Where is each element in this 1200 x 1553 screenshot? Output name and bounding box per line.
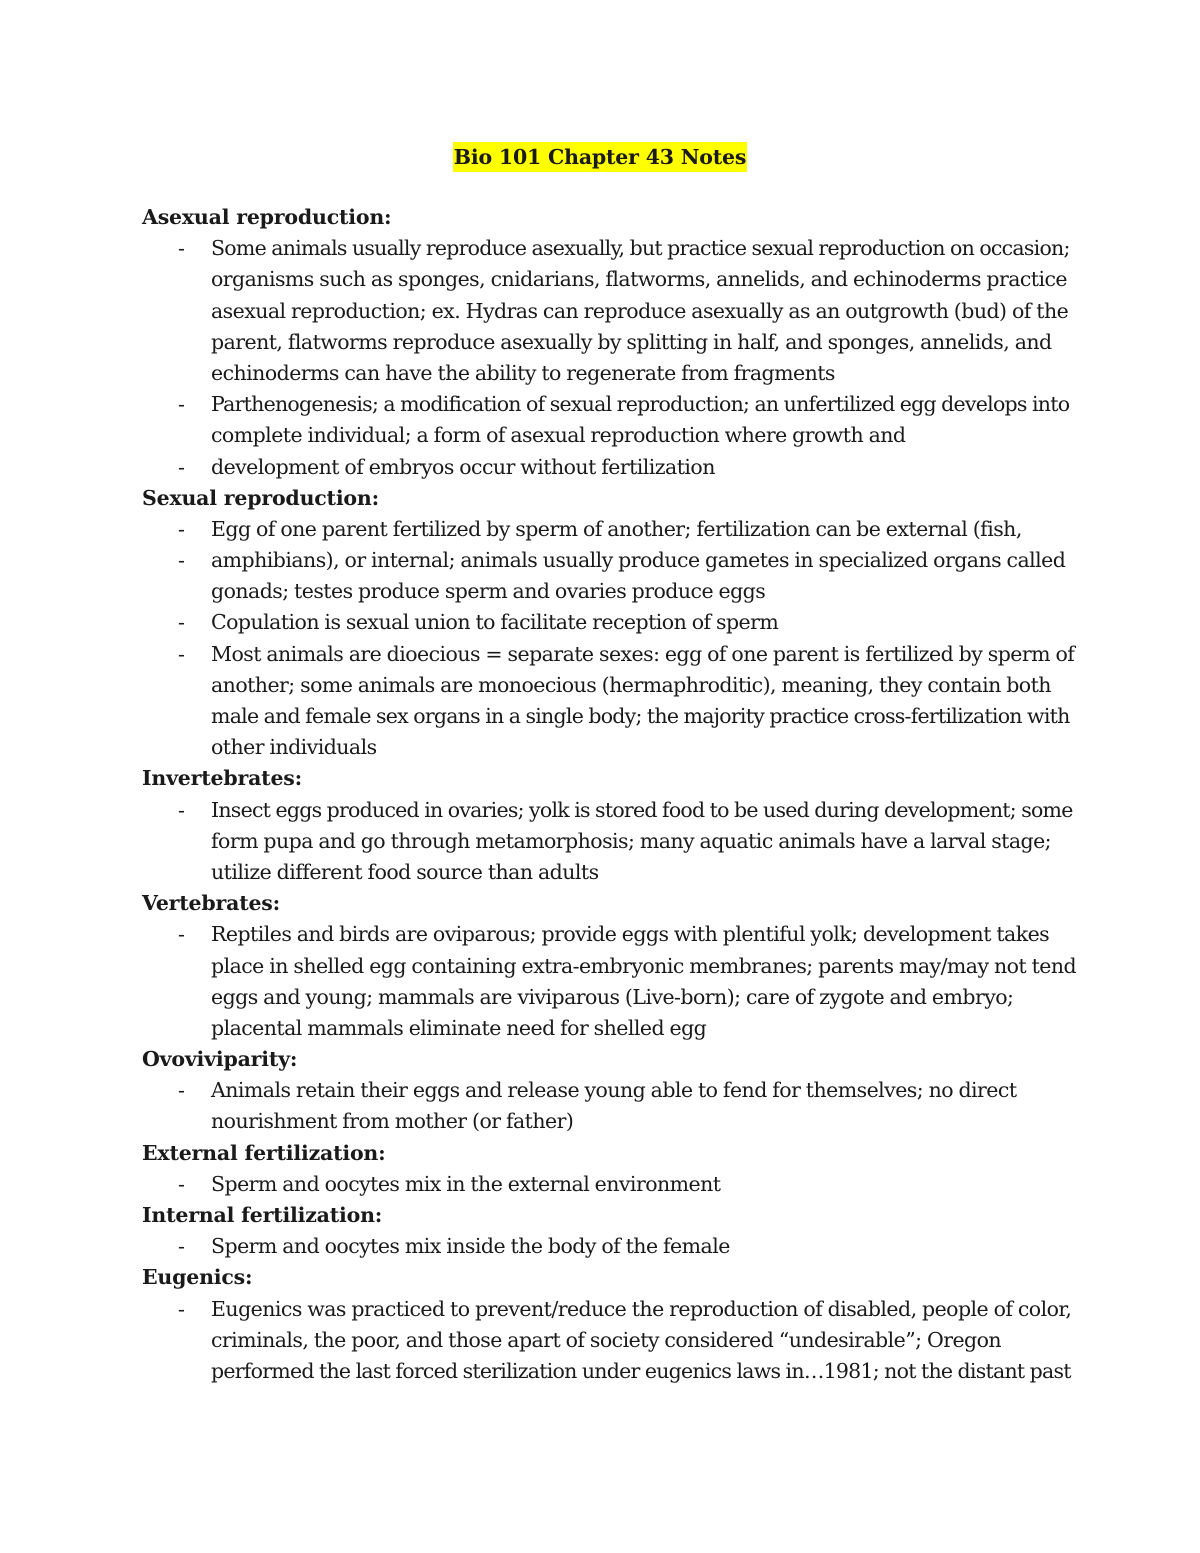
section-heading: Sexual reproduction:	[142, 485, 379, 510]
bullet-text-line: development of embryos occur without fertilization	[211, 454, 715, 479]
bullet-text-line: male and female sex organs in a single body; the majority practice cross-fertilization with	[211, 704, 1070, 728]
bullet-marker: -	[178, 1296, 185, 1321]
bullet-text-line: other individuals	[211, 735, 377, 760]
bullet-text-line: gonads; testes produce sperm and ovaries produce eggs	[211, 579, 766, 604]
document-title: Bio 101 Chapter 43 Notes	[453, 142, 747, 172]
bullet-text-line: another; some animals are monoecious (hermaphroditic), meaning, they contain both	[211, 672, 1051, 697]
bullet-marker: -	[178, 454, 185, 479]
title-container	[0, 142, 1200, 172]
bullet-text-line: form pupa and go through metamorphosis; many aquatic animals have a larval stage;	[211, 828, 1052, 853]
bullet-marker: -	[178, 641, 185, 666]
bullet-text-line: Sperm and oocytes mix inside the body of the female	[211, 1234, 730, 1259]
bullet-text-line: Egg of one parent fertilized by sperm of another; fertilization can be external (fish,	[211, 516, 1022, 541]
bullet-text-line: Sperm and oocytes mix in the external environment	[211, 1171, 721, 1196]
bullet-text-line: asexual reproduction; ex. Hydras can reproduce asexually as an outgrowth (bud) of the	[211, 298, 1069, 323]
bullet-marker: -	[178, 1234, 185, 1259]
bullet-text-line: Most animals are dioecious = separate sexes: egg of one parent is fertilized by sperm of	[211, 641, 1075, 666]
bullet-marker: -	[178, 797, 185, 822]
bullet-item	[142, 795, 1077, 889]
bullet-text-line: nourishment from mother (or father)	[211, 1109, 574, 1134]
bullet-item	[142, 639, 1077, 764]
bullet-text-line: Parthenogenesis; a modification of sexual reproduction; an unfertilized egg develops into	[211, 392, 1070, 417]
bullet-item	[142, 1231, 1077, 1262]
bullet-marker: -	[178, 392, 185, 417]
section-heading: Internal fertilization:	[142, 1203, 383, 1227]
bullet-text-line: place in shelled egg containing extra-embryonic membranes; parents may/may not tend	[211, 953, 1077, 978]
bullet-marker: -	[178, 548, 185, 573]
bullet-item	[142, 514, 1077, 545]
bullet-marker: -	[178, 610, 185, 635]
bullet-item	[142, 389, 1077, 451]
bullet-item	[142, 1169, 1077, 1200]
bullet-marker: -	[178, 516, 185, 541]
section-heading: Eugenics:	[142, 1265, 253, 1290]
bullet-marker: -	[178, 236, 185, 261]
bullet-marker: -	[178, 1171, 185, 1196]
bullet-item	[142, 607, 1077, 638]
bullet-item	[142, 452, 1077, 483]
bullet-text-line: Copulation is sexual union to facilitate reception of sperm	[211, 610, 779, 635]
bullet-text-line: parent, flatworms reproduce asexually by splitting in half, and sponges, annelids, and	[211, 329, 1052, 354]
bullet-text-line: Some animals usually reproduce asexually, but practice sexual reproduction on occasion;	[211, 236, 1070, 261]
bullet-text-line: echinoderms can have the ability to regenerate from fragments	[211, 360, 835, 385]
bullet-text-line: amphibians), or internal; animals usually produce gametes in specialized organs called	[211, 548, 1066, 573]
bullet-marker: -	[178, 1078, 185, 1103]
bullet-text-line: complete individual; a form of asexual reproduction where growth and	[211, 423, 906, 448]
bullet-text-line: Insect eggs produced in ovaries; yolk is stored food to be used during development; some	[211, 797, 1073, 822]
section-heading: Vertebrates:	[142, 891, 281, 916]
bullet-text-line: placental mammals eliminate need for shelled egg	[211, 1015, 707, 1040]
section-heading: Asexual reproduction:	[142, 205, 392, 229]
bullet-item	[142, 1294, 1077, 1388]
document-body	[142, 202, 1077, 1387]
section-heading: Invertebrates:	[142, 766, 302, 791]
bullet-text-line: Reptiles and birds are oviparous; provide eggs with plentiful yolk; development takes	[211, 922, 1050, 947]
bullet-text-line: utilize different food source than adults	[211, 859, 599, 884]
bullet-item	[142, 919, 1077, 1044]
bullet-text-line: criminals, the poor, and those apart of society considered “undesirable”; Oregon	[211, 1327, 1002, 1352]
bullet-text-line: Eugenics was practiced to prevent/reduce the reproduction of disabled, people of color,	[211, 1296, 1072, 1321]
bullet-text-line: organisms such as sponges, cnidarians, flatworms, annelids, and echinoderms practice	[211, 267, 1068, 292]
bullet-text-line: Animals retain their eggs and release young able to fend for themselves; no direct	[211, 1078, 1017, 1103]
bullet-marker: -	[178, 922, 185, 947]
bullet-item	[142, 1075, 1077, 1137]
bullet-text-line: eggs and young; mammals are viviparous (Live-born); care of zygote and embryo;	[211, 984, 1014, 1009]
bullet-text-line: performed the last forced sterilization under eugenics laws in…1981; not the distant past	[211, 1358, 1071, 1383]
section-heading: External fertilization:	[142, 1140, 386, 1165]
bullet-item	[142, 545, 1077, 607]
section-heading: Ovoviviparity:	[142, 1047, 298, 1072]
bullet-item	[142, 233, 1077, 389]
